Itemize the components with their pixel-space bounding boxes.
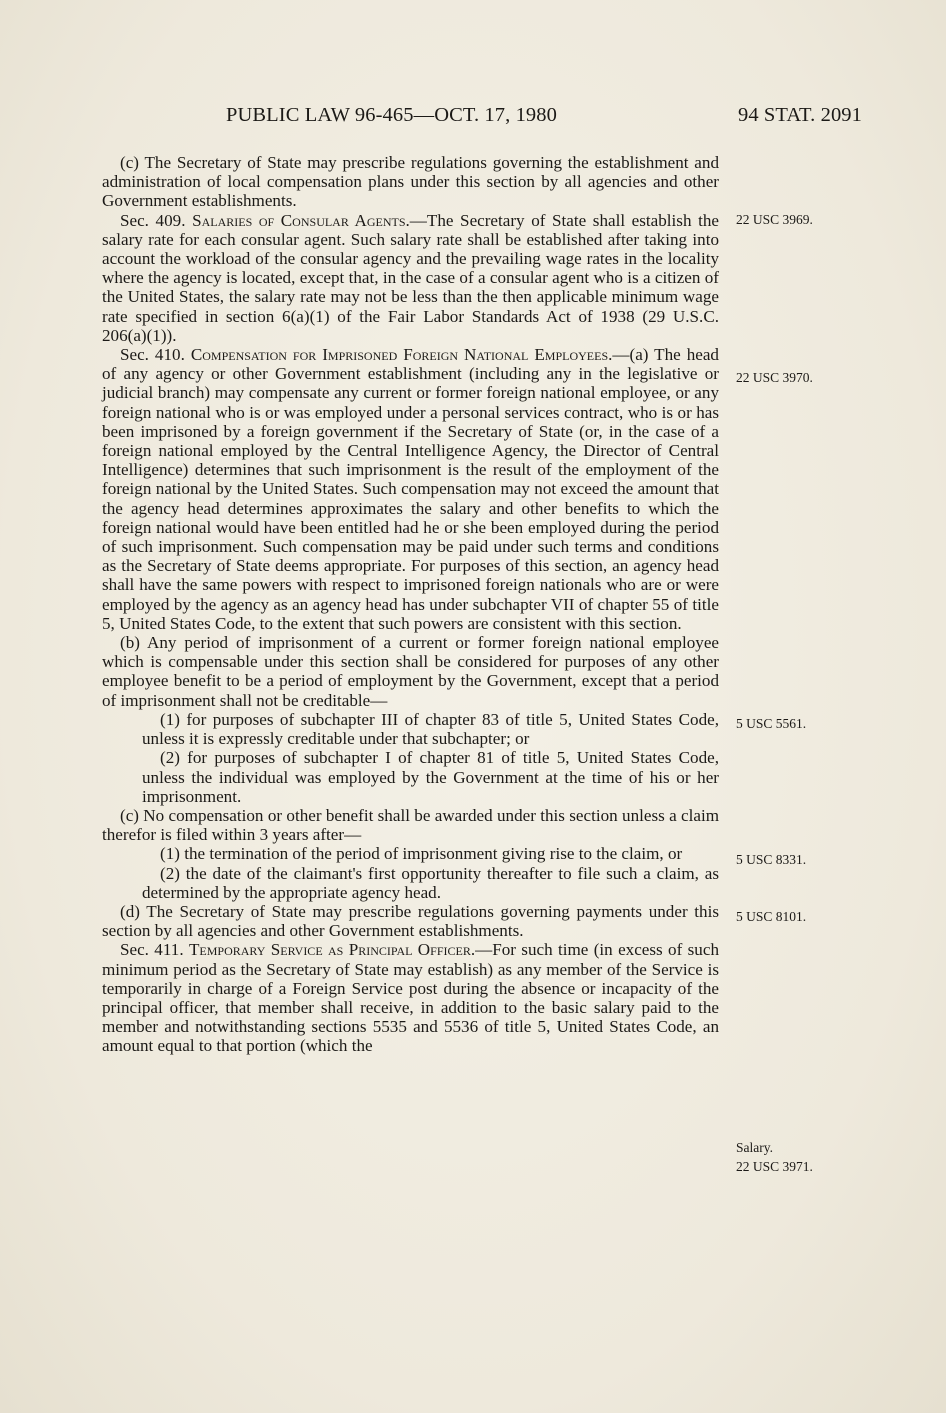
header-stat-page: 94 STAT. 2091 (738, 104, 862, 126)
clause-c-1: (1) the termination of the period of imprisonment giving rise to the claim, or (160, 844, 683, 864)
section-410 (102, 345, 719, 633)
statute-text (102, 153, 719, 1056)
margin-note-22usc3970: 22 USC 3970. (736, 370, 813, 385)
paragraph-c-local-compensation: (c) The Secretary of State may prescribe regulations governing the establishment and administration of local compensation plans under this section by all agencies and other Government establishments. (102, 153, 719, 211)
paragraph-d: (d) The Secretary of State may prescribe regulations governing payments under this section by all agencies and other Government establishments. (102, 901, 719, 941)
margin-note-5usc8101: 5 USC 8101. (736, 909, 807, 924)
margin-note-5usc5561: 5 USC 5561. (736, 716, 807, 731)
section-text: —For such time (in excess of such minimum period as the Secretary of State may establish) as any member of the Service is temporarily in charge of a Foreign Service post during the absence or incapacity of the principal officer, that member shall receive, in addition to the basic salary paid to the member and notwithstanding sections 5535 and 5536 of title 5, United States Code, an amount equal to that portion (which the (102, 940, 719, 1056)
section-number: Sec. 410. (120, 345, 185, 365)
header-law-title: PUBLIC LAW 96-465—OCT. 17, 1980 (226, 104, 557, 126)
paragraph-b: (b) Any period of imprisonment of a current or former foreign national employee which is compensable under this section shall be considered for purposes of any other employee benefit to be a period of employment by the Government, except that a period of imprisonment shall not be creditable— (102, 633, 719, 710)
section-text: —The Secretary of State shall establish the salary rate for each consular agent. Such salary rate shall be established after taking into account the workload of the consular agency and the prevailing wage rates in the locality where the agency is located, except that, in the case of a consular agent who is a citizen of the United States, the salary rate may not be less than the then applicable minimum wage rate specified in section 6(a)(1) of the Fair Labor Standards Act of 1938 (29 U.S.C. 206(a)(1)). (102, 210, 719, 345)
clause-b-1: (1) for purposes of subchapter III of chapter 83 of title 5, United States Code, unless it is expressly creditable under that subchapter; or (142, 709, 719, 749)
margin-note-salary: Salary. (736, 1140, 773, 1155)
section-number: Sec. 411. (120, 940, 184, 960)
margin-note-22usc3969: 22 USC 3969. (736, 212, 813, 227)
section-heading: Compensation for Imprisoned Foreign National Employees. (190, 345, 613, 365)
paragraph-c-claims: (c) No compensation or other benefit shall be awarded under this section unless a claim therefor is filed within 3 years after— (102, 805, 719, 845)
section-heading: Salaries of Consular Agents. (192, 210, 410, 230)
section-409 (102, 211, 719, 345)
section-number: Sec. 409. (120, 210, 186, 230)
margin-note-22usc3971: 22 USC 3971. (736, 1159, 813, 1174)
clause-b-2: (2) for purposes of subchapter I of chapter 81 of title 5, United States Code, unless the individual was employed by the Government at the time of his or her imprisonment. (142, 748, 719, 806)
section-heading: Temporary Service as Principal Officer. (188, 940, 476, 960)
section-text: —(a) The head of any agency or other Government establishment (including any in the legislative or judicial branch) may compensate any current or former foreign national employee, or any foreign national who is or was employed under a personal services contract, who is or has been imprisoned by a foreign government if the Secretary of State (or, in the case of a foreign national employed by the Central Intelligence Agency, the Director of Central Intelligence) determines that such imprisonment is the result of the employment of the foreign national by the United States. Such compensation may not exceed the amount that the agency head determines approximates the salary and other benefits to which the foreign national would have been entitled had he or she been employed during the period of such imprisonment. Such compensation may be paid under such terms and conditions as the Secretary of State deems appropriate. For purposes of this section, an agency head shall have the same powers with respect to imprisoned foreign nationals who are or were employed by the agency as an agency head has under subchapter VII of chapter 55 of title 5, United States Code, to the extent that such powers are consistent with this section. (102, 345, 719, 633)
clause-c-2: (2) the date of the claimant's first opportunity thereafter to file such a claim, as determined by the appropriate agency head. (142, 863, 719, 902)
section-411 (102, 940, 719, 1055)
margin-note-5usc8331: 5 USC 8331. (736, 852, 807, 867)
